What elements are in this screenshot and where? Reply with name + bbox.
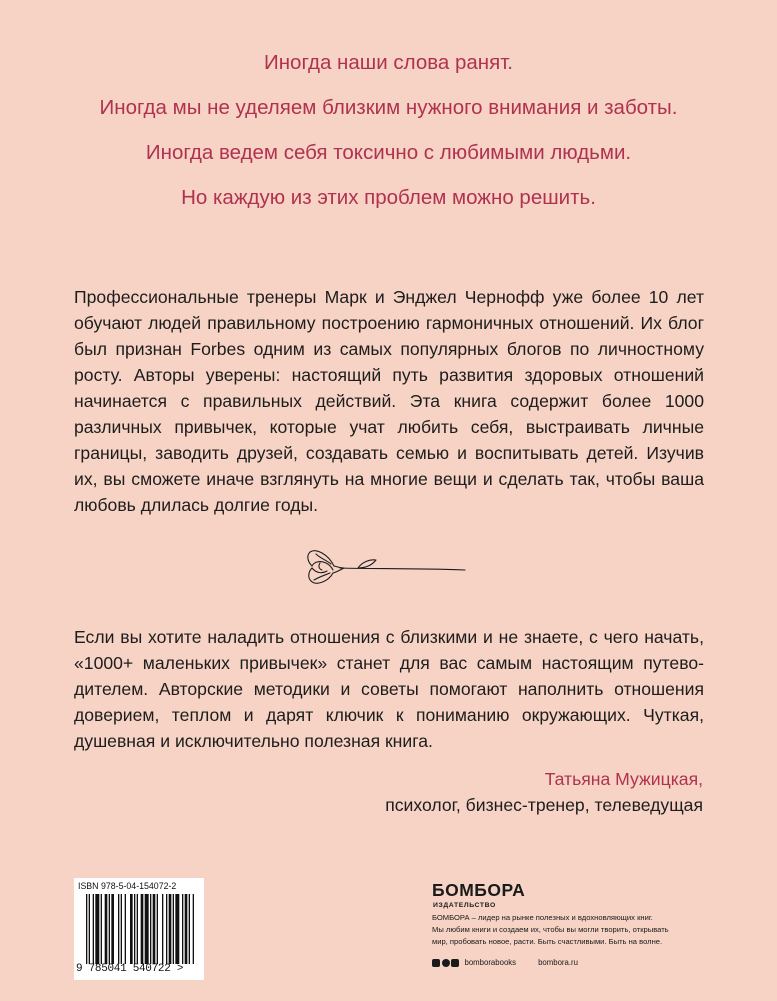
barcode-box [74, 878, 204, 980]
barcode-bar [141, 894, 144, 964]
publisher-description-line: Мы любим книги и создаем их, чтобы вы могли творить, открывать [432, 924, 669, 934]
barcode-bar [182, 894, 183, 964]
barcode-bar [134, 894, 135, 964]
taglines [0, 48, 777, 228]
barcode-bar [89, 894, 90, 964]
social-icon-2[interactable] [442, 959, 450, 967]
social-icon-1[interactable] [432, 959, 440, 967]
barcode-bar [157, 894, 158, 964]
barcode-bar [150, 894, 151, 964]
barcode-bar [185, 894, 188, 964]
barcode-bar [189, 894, 190, 964]
tagline-3: Иногда ведем себя токсично с любимыми людьми. [145, 141, 632, 164]
flower-line-art-icon [300, 540, 470, 590]
barcode-bar [93, 894, 94, 964]
barcode-bar [169, 894, 172, 964]
publisher-description-line: мир, пробовать новое, расти. Быть счастливыми. Быть на волне. [432, 936, 663, 946]
barcode-bar [166, 894, 167, 964]
tagline-1: Иногда наши слова ранят. [263, 51, 514, 74]
barcode-bar [125, 894, 126, 964]
barcode-bar [162, 894, 163, 964]
barcode-bar [105, 894, 108, 964]
barcode-bar [137, 894, 138, 964]
social-handle[interactable]: bomborabooks [464, 958, 517, 967]
publisher-subtitle: ИЗДАТЕЛЬСТВО [433, 902, 496, 909]
barcode-bar [86, 894, 87, 964]
social-icon-3[interactable] [451, 959, 459, 967]
barcode-bar [101, 894, 102, 964]
barcode-bar [145, 894, 149, 964]
review-paragraph: Если вы хотите наладить отношения с близкими и не знаете, с чего начать, «1000+ маленьких привычек» станет для вас самым настоящим путеводителем. Авторские методики и советы помогают наполнить отношения доверием, теплом и дарят ключик к пониманию окружающих. Чуткая, душевная и исключительно полезная книга. [74, 627, 704, 751]
testimonial-role: психолог, бизнес-тренер, телеведущая [385, 795, 703, 815]
isbn-text: ISBN 978-5-04-154072-2 [78, 881, 177, 891]
barcode-bar [193, 894, 194, 964]
barcode-bar [153, 894, 156, 964]
barcode-bar [175, 894, 179, 964]
description-paragraph: Профессиональные тренеры Марк и Энджел Чернофф уже более 10 лет обучают людей правильному построению гармоничных отношений. Их блог был признан Forbes одним из самых популярных блогов по личностному росту. Авторы уверены: настоящий путь развития здоровых отношений начинается с правильных действий. Эта книга содержит более 1000 различных привычек, которые учат любить себя, выстраивать личные границы, заводить друзей, создавать семью и воспитывать детей. Изучив их, вы сможете иначе взглянуть на многие вещи и сделать так, чтобы ваша любовь длилась долгие годы. [74, 287, 704, 515]
barcode-bar [130, 894, 133, 964]
testimonial-name: Татьяна Мужицкая, [544, 769, 703, 789]
barcode-bar [109, 894, 110, 964]
barcode-bar [95, 894, 99, 964]
tagline-2: Иногда мы не уделяем близким нужного внимания и заботы. [99, 96, 678, 119]
social-row [432, 958, 578, 967]
barcode-bar [173, 894, 174, 964]
barcode-graphic [86, 894, 198, 964]
barcode-digits: 9 785041 540722 > [76, 963, 184, 975]
publisher-website-link[interactable]: bombora.ru [538, 958, 578, 967]
barcode-bar [118, 894, 119, 964]
barcode-bar [121, 894, 122, 964]
barcode-bar [111, 894, 114, 964]
publisher-logo: БОМБОРА [432, 880, 526, 900]
publisher-description [432, 912, 712, 947]
publisher-description-line: БОМБОРА – лидер на рынке полезных и вдохновляющих книг. [432, 913, 653, 922]
tagline-4: Но каждую из этих проблем можно решить. [181, 186, 596, 209]
